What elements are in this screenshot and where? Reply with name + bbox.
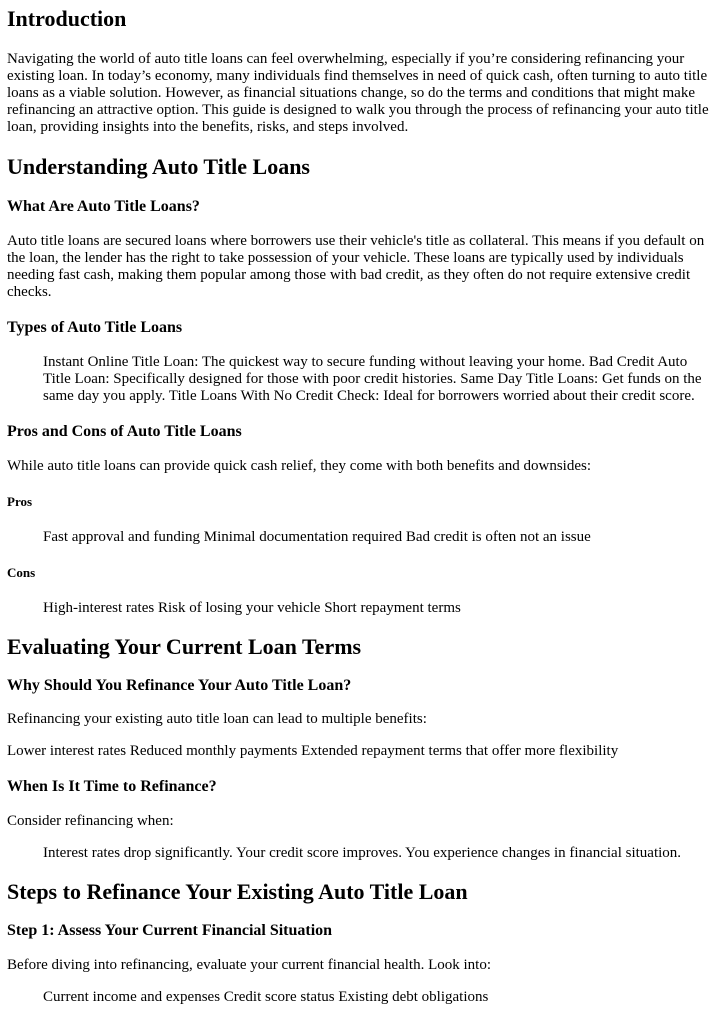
why-refinance-heading: Why Should You Refinance Your Auto Title Loan? <box>7 677 352 694</box>
when-refinance-heading: When Is It Time to Refinance? <box>7 778 217 795</box>
step1-paragraph: Before diving into refinancing, evaluate your current financial health. Look into: <box>7 957 491 973</box>
pros-cons-heading: Pros and Cons of Auto Title Loans <box>7 423 242 440</box>
when-refinance-paragraph: Consider refinancing when: <box>7 813 174 829</box>
steps-heading: Steps to Refinance Your Existing Auto Title Loan <box>7 879 468 904</box>
introduction-heading: Introduction <box>7 6 127 31</box>
cons-list: High-interest rates Risk of losing your vehicle Short repayment terms <box>43 600 461 616</box>
why-refinance-paragraph: Refinancing your existing auto title loan can lead to multiple benefits: <box>7 711 427 727</box>
types-heading: Types of Auto Title Loans <box>7 319 183 336</box>
evaluating-heading: Evaluating Your Current Loan Terms <box>7 634 362 659</box>
types-list: Instant Online Title Loan: The quickest way to secure funding without leaving your home. Bad Credit Auto Title Loan: Specifically designed for those with poor credit histories. Same Day Title Loans: Get funds on the same day you apply. Title Loans With No Credit Check: Ideal for borrowers worried about their credit score. <box>43 354 702 404</box>
when-refinance-list: Interest rates drop significantly. Your credit score improves. You experience changes in financial situation. <box>43 845 682 861</box>
what-are-paragraph: Auto title loans are secured loans where borrowers use their vehicle's title as collateral. This means if you default on the loan, the lender has the right to take possession of your vehicle. These loans are typically used by individuals needing fast cash, making them popular among those with bad credit, as they often do not require extensive credit checks. <box>7 233 705 300</box>
cons-heading: Cons <box>7 565 36 580</box>
understanding-heading: Understanding Auto Title Loans <box>7 154 310 179</box>
introduction-paragraph: Navigating the world of auto title loans can feel overwhelming, especially if you’re considering refinancing your existing loan. In today’s economy, many individuals find themselves in need of quick cash, often turning to auto title loans as a viable solution. However, as financial situations change, so do the terms and conditions that might make refinancing an attractive option. This guide is designed to walk you through the process of refinancing your auto title loan, providing insights into the benefits, risks, and steps involved. <box>7 51 709 135</box>
pros-heading: Pros <box>7 494 33 509</box>
step1-list: Current income and expenses Credit score status Existing debt obligations <box>43 989 489 1005</box>
pros-list: Fast approval and funding Minimal documentation required Bad credit is often not an issue <box>43 529 591 545</box>
pros-cons-paragraph: While auto title loans can provide quick cash relief, they come with both benefits and downsides: <box>7 458 592 474</box>
why-refinance-list: Lower interest rates Reduced monthly payments Extended repayment terms that offer more flexibility <box>7 743 619 759</box>
step1-heading: Step 1: Assess Your Current Financial Situation <box>7 922 333 939</box>
article <box>0 6 720 1006</box>
what-are-heading: What Are Auto Title Loans? <box>7 198 200 215</box>
